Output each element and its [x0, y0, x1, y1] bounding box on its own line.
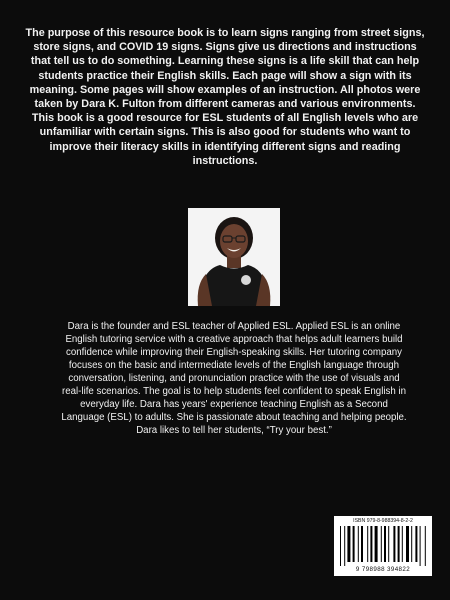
author-bio	[58, 320, 410, 437]
isbn-label: ISBN 979-8-988394-8-2-2	[353, 518, 413, 524]
barcode-bars	[339, 526, 427, 566]
barcode-bar	[353, 526, 355, 562]
barcode-bar	[367, 526, 368, 562]
isbn-barcode	[334, 516, 432, 576]
barcode-bar	[398, 526, 400, 562]
barcode-number: 9 798988 394822	[355, 566, 411, 573]
barcode-bar	[340, 526, 341, 566]
barcode-bar	[370, 526, 372, 562]
barcode-bar	[358, 526, 359, 562]
author-bio-text: Dara is the founder and ESL teacher of Applied ESL. Applied ESL is an online English tutoring service with a creative approach that helps adult learners build confidence while improving their English-speaking skills. Her tutoring company focuses on the basic and intermediate levels of the English language through conversation, listening, and pronunciation practice with the use of visuals and real-life scenarios. The goal is to help students feel confident to speak English in everyday life. Dara has years' experience teaching English as a Second Language (ESL) to adults. She is passionate about teaching and helping people.	[61, 321, 407, 423]
back-cover-blurb: The purpose of this resource book is to learn signs ranging from street signs, store signs, and COVID 19 signs. Signs give us directions and instructions that tell us to do something. Learning these signs is a life skill that can help students practice their English skills. Each page will show a sign with its meaning. Some pages will show examples of an instruction. All photos were taken by Dara K. Fulton from different cameras and various environments. This book is a good resource for ESL students of all English levels who are unfamiliar with certain signs. This is also good for students who want to improve their literacy skills in identifying different signs and reading instructions.	[25, 27, 425, 167]
barcode-bar	[402, 526, 403, 562]
barcode-bar	[388, 526, 389, 562]
barcode-bar	[381, 526, 382, 562]
barcode-bar	[344, 526, 345, 566]
barcode-bar	[393, 526, 395, 562]
barcode-bar	[361, 526, 363, 562]
barcode-bar	[375, 526, 378, 562]
author-quote: Dara likes to tell her students, “Try your best.”	[136, 425, 332, 436]
barcode-bar	[411, 526, 412, 562]
barcode-bar	[425, 526, 426, 566]
barcode-bar	[406, 526, 409, 562]
author-photo	[188, 208, 280, 306]
author-portrait-image	[188, 208, 280, 306]
barcode-bar	[347, 526, 350, 562]
barcode-bar	[415, 526, 417, 562]
barcode-bar	[420, 526, 421, 566]
barcode-bar	[384, 526, 386, 562]
